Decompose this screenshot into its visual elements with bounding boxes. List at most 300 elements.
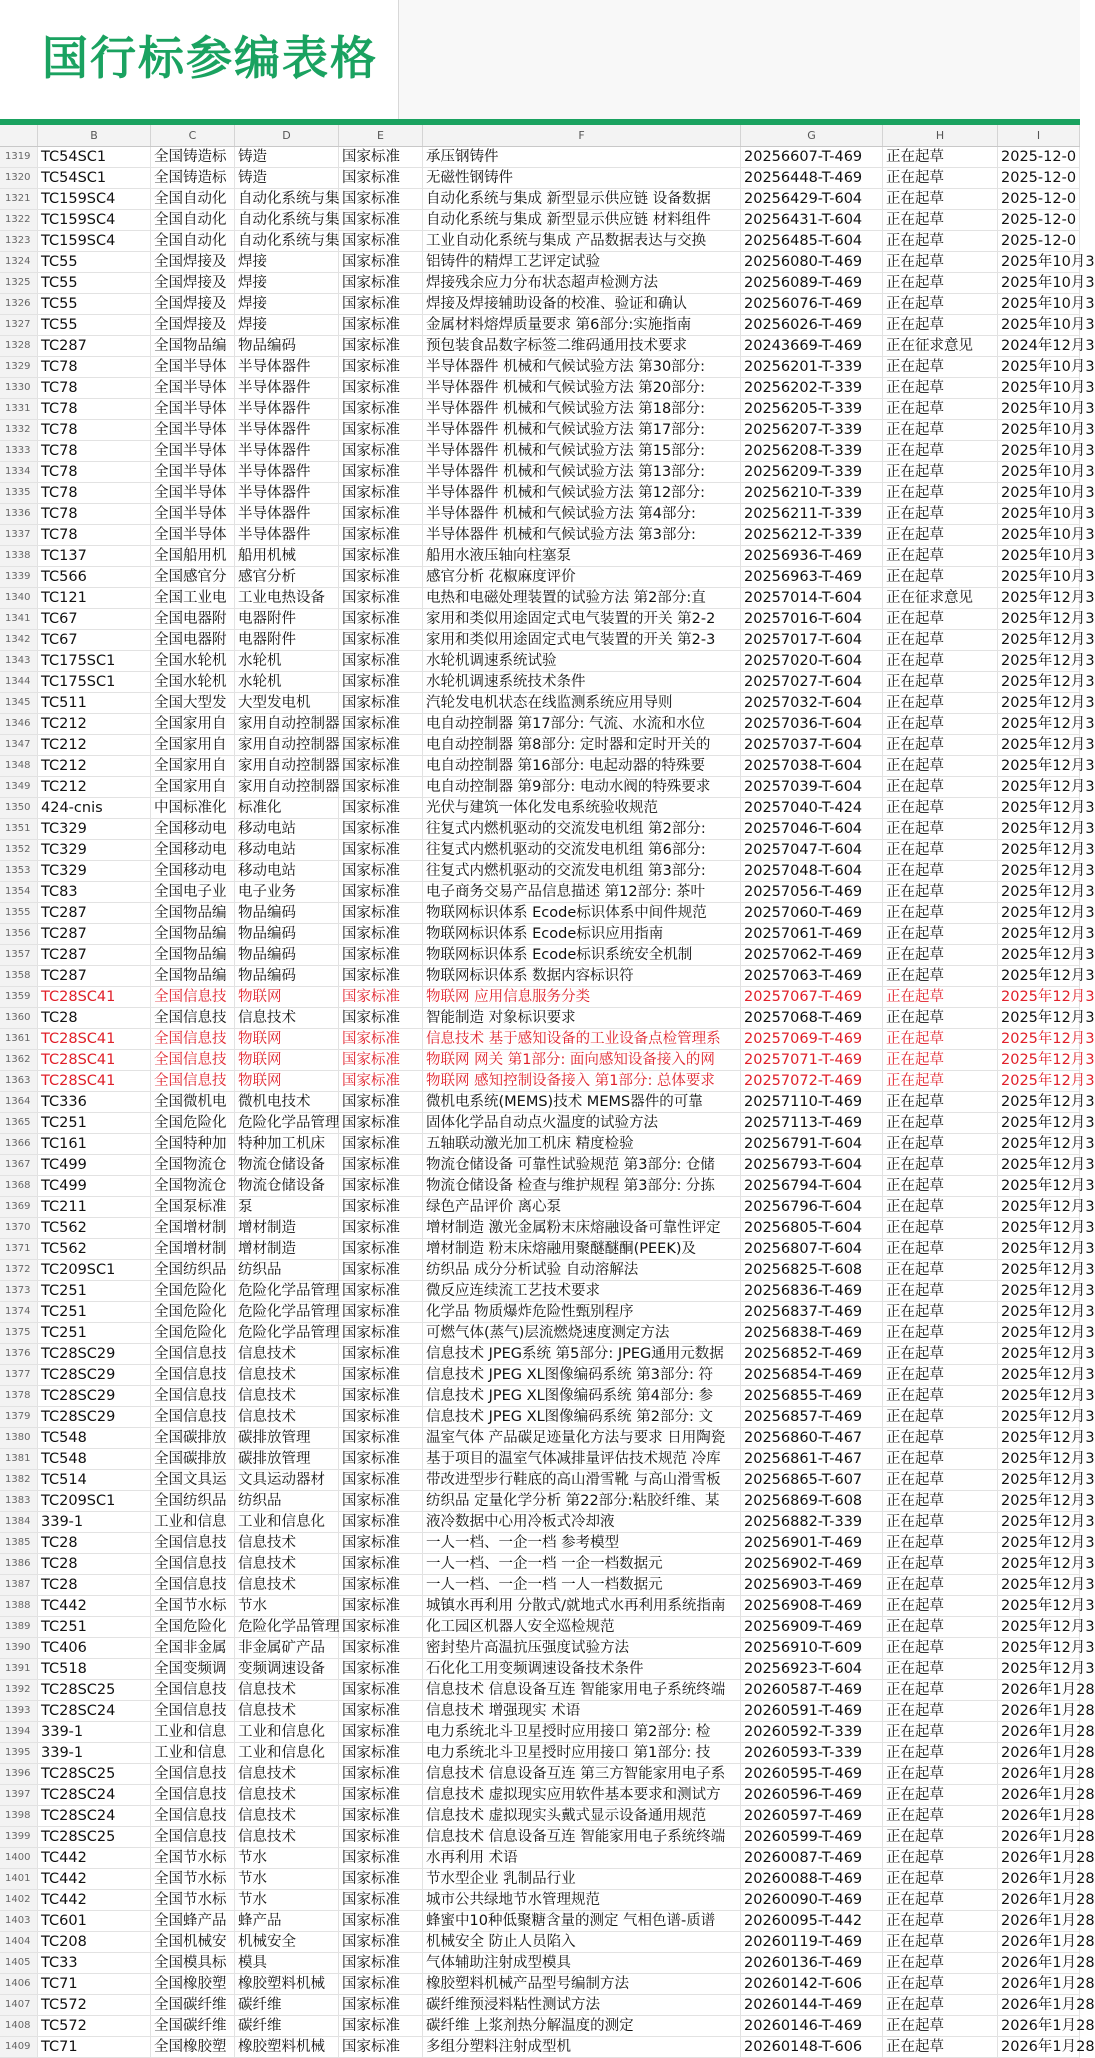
table-row[interactable]	[0, 1995, 1095, 2016]
table-row[interactable]	[0, 1428, 1095, 1449]
table-cell[interactable]: 正在起草	[883, 1743, 998, 1763]
table-cell[interactable]: 20256485-T-604	[741, 231, 883, 251]
table-cell[interactable]: 移动电站	[235, 861, 339, 881]
row-number[interactable]: 1356	[0, 924, 38, 944]
table-cell[interactable]: TC33	[38, 1953, 151, 1973]
row-number[interactable]: 1329	[0, 357, 38, 377]
table-cell[interactable]: 工业电热设备	[235, 588, 339, 608]
table-cell[interactable]: 全国橡胶塑	[151, 2037, 235, 2057]
table-row[interactable]	[0, 1386, 1095, 1407]
table-cell[interactable]: 2025年12月3	[998, 1491, 1080, 1511]
table-cell[interactable]: TC287	[38, 966, 151, 986]
table-cell[interactable]: 2025-12-0	[998, 210, 1080, 230]
table-cell[interactable]: 国家标准	[339, 1869, 423, 1889]
table-cell[interactable]: TC28SC41	[38, 1050, 151, 1070]
table-row[interactable]	[0, 462, 1095, 483]
row-number[interactable]: 1350	[0, 798, 38, 818]
table-cell[interactable]: 正在起草	[883, 1029, 998, 1049]
table-cell[interactable]: 半导体器件	[235, 525, 339, 545]
table-cell[interactable]: TC78	[38, 357, 151, 377]
table-row[interactable]	[0, 756, 1095, 777]
table-cell[interactable]: 信息技术	[235, 1008, 339, 1028]
table-cell[interactable]: 全国碳排放	[151, 1449, 235, 1469]
table-cell[interactable]: 自动化系统与集成 新型显示供应链 设备数据	[423, 189, 741, 209]
table-cell[interactable]: 正在起草	[883, 168, 998, 188]
table-row[interactable]	[0, 1554, 1095, 1575]
table-cell[interactable]: 正在起草	[883, 609, 998, 629]
table-row[interactable]	[0, 2016, 1095, 2037]
table-cell[interactable]: 2025-12-0	[998, 147, 1080, 167]
table-cell[interactable]: 20260146-T-469	[741, 2016, 883, 2036]
table-cell[interactable]: 2025年12月3	[998, 1092, 1080, 1112]
table-cell[interactable]: TC55	[38, 294, 151, 314]
table-cell[interactable]: 国家标准	[339, 1722, 423, 1742]
table-row[interactable]	[0, 2037, 1095, 2058]
table-cell[interactable]: 424-cnis	[38, 798, 151, 818]
table-row[interactable]	[0, 945, 1095, 966]
table-cell[interactable]: 20256607-T-469	[741, 147, 883, 167]
table-cell[interactable]: 特种加工机床	[235, 1134, 339, 1154]
table-cell[interactable]: 蜂产品	[235, 1911, 339, 1931]
table-cell[interactable]: 增材制造 激光金属粉末床熔融设备可靠性评定	[423, 1218, 741, 1238]
table-row[interactable]	[0, 1029, 1095, 1050]
table-cell[interactable]: 节水型企业 乳制品行业	[423, 1869, 741, 1889]
table-cell[interactable]: 全国文具运	[151, 1470, 235, 1490]
table-cell[interactable]: 2025年12月3	[998, 1134, 1080, 1154]
table-cell[interactable]: 全国半导体	[151, 420, 235, 440]
table-cell[interactable]: 国家标准	[339, 1218, 423, 1238]
table-cell[interactable]: 正在起草	[883, 147, 998, 167]
table-row[interactable]	[0, 1596, 1095, 1617]
table-cell[interactable]: 2025年12月3	[998, 714, 1080, 734]
row-number[interactable]: 1332	[0, 420, 38, 440]
table-cell[interactable]: 全国危险化	[151, 1323, 235, 1343]
table-row[interactable]	[0, 1155, 1095, 1176]
table-cell[interactable]: 20256026-T-469	[741, 315, 883, 335]
table-cell[interactable]: 国家标准	[339, 819, 423, 839]
table-cell[interactable]: 全国感官分	[151, 567, 235, 587]
table-cell[interactable]: 国家标准	[339, 903, 423, 923]
table-cell[interactable]: 水轮机	[235, 672, 339, 692]
table-cell[interactable]: TC54SC1	[38, 168, 151, 188]
row-number[interactable]: 1387	[0, 1575, 38, 1595]
table-cell[interactable]: 20257071-T-469	[741, 1050, 883, 1070]
table-cell[interactable]: 正在起草	[883, 1974, 998, 1994]
table-row[interactable]	[0, 651, 1095, 672]
table-cell[interactable]: 国家标准	[339, 735, 423, 755]
table-cell[interactable]: 国家标准	[339, 1407, 423, 1427]
table-row[interactable]	[0, 1281, 1095, 1302]
table-cell[interactable]: 信息技术	[235, 1680, 339, 1700]
table-cell[interactable]: 2026年1月28	[998, 1890, 1080, 1910]
table-cell[interactable]: 2025年12月3	[998, 945, 1080, 965]
table-cell[interactable]: 电子商务交易产品信息描述 第12部分: 茶叶	[423, 882, 741, 902]
table-row[interactable]	[0, 1974, 1095, 1995]
table-cell[interactable]: 全国信息技	[151, 1365, 235, 1385]
table-cell[interactable]: 正在起草	[883, 1680, 998, 1700]
table-cell[interactable]: 大型发电机	[235, 693, 339, 713]
table-cell[interactable]: TC175SC1	[38, 651, 151, 671]
table-cell[interactable]: TC28	[38, 1533, 151, 1553]
table-cell[interactable]: TC251	[38, 1113, 151, 1133]
table-cell[interactable]: 危险化学品管理	[235, 1281, 339, 1301]
table-cell[interactable]: 正在起草	[883, 210, 998, 230]
table-cell[interactable]: 城市公共绿地节水管理规范	[423, 1890, 741, 1910]
table-cell[interactable]: 危险化学品管理	[235, 1617, 339, 1637]
table-row[interactable]	[0, 714, 1095, 735]
table-row[interactable]	[0, 1785, 1095, 1806]
table-row[interactable]	[0, 336, 1095, 357]
table-cell[interactable]: 2026年1月28	[998, 1848, 1080, 1868]
table-cell[interactable]: 全国节水标	[151, 1848, 235, 1868]
table-cell[interactable]: 自动化系统与集	[235, 210, 339, 230]
table-row[interactable]	[0, 1176, 1095, 1197]
table-cell[interactable]: 全国工业电	[151, 588, 235, 608]
table-cell[interactable]: 国家标准	[339, 714, 423, 734]
table-cell[interactable]: 家用自动控制器	[235, 714, 339, 734]
table-cell[interactable]: 2026年1月28	[998, 1743, 1080, 1763]
table-cell[interactable]: 国家标准	[339, 861, 423, 881]
table-cell[interactable]: 20256805-T-604	[741, 1218, 883, 1238]
table-cell[interactable]: 全国碳纤维	[151, 1995, 235, 2015]
table-cell[interactable]: 电自动控制器 第16部分: 电起动器的特殊要	[423, 756, 741, 776]
table-cell[interactable]: 国家标准	[339, 252, 423, 272]
table-cell[interactable]: 全国半导体	[151, 525, 235, 545]
table-row[interactable]	[0, 1890, 1095, 1911]
table-cell[interactable]: TC78	[38, 399, 151, 419]
table-cell[interactable]: 20256869-T-608	[741, 1491, 883, 1511]
row-number[interactable]: 1320	[0, 168, 38, 188]
table-cell[interactable]: 全国自动化	[151, 231, 235, 251]
table-cell[interactable]: 电力系统北斗卫星授时应用接口 第1部分: 技	[423, 1743, 741, 1763]
table-cell[interactable]: 国家标准	[339, 357, 423, 377]
table-cell[interactable]: 国家标准	[339, 1659, 423, 1679]
table-cell[interactable]: 国家标准	[339, 1764, 423, 1784]
table-cell[interactable]: 工业和信息	[151, 1743, 235, 1763]
table-cell[interactable]: 全国信息技	[151, 1764, 235, 1784]
table-cell[interactable]: 正在起草	[883, 525, 998, 545]
table-row[interactable]	[0, 1491, 1095, 1512]
table-cell[interactable]: 物联网标识体系 Ecode标识体系中间件规范	[423, 903, 741, 923]
table-cell[interactable]: TC28	[38, 1575, 151, 1595]
table-row[interactable]	[0, 1344, 1095, 1365]
table-cell[interactable]: 物联网 网关 第1部分: 面向感知设备接入的网	[423, 1050, 741, 1070]
table-cell[interactable]: 国家标准	[339, 1911, 423, 1931]
table-row[interactable]	[0, 1092, 1095, 1113]
table-cell[interactable]: 物联网 感知控制设备接入 第1部分: 总体要求	[423, 1071, 741, 1091]
table-cell[interactable]: 橡胶塑料机械	[235, 1974, 339, 1994]
table-row[interactable]	[0, 420, 1095, 441]
table-cell[interactable]: 20257027-T-604	[741, 672, 883, 692]
table-cell[interactable]: 2025年12月3	[998, 1239, 1080, 1259]
table-cell[interactable]: 全国信息技	[151, 1680, 235, 1700]
table-row[interactable]	[0, 1113, 1095, 1134]
row-number[interactable]: 1391	[0, 1659, 38, 1679]
table-cell[interactable]: 正在征求意见	[883, 588, 998, 608]
table-cell[interactable]: 2025年12月3	[998, 1365, 1080, 1385]
table-cell[interactable]: 正在起草	[883, 504, 998, 524]
table-cell[interactable]: 全国家用自	[151, 714, 235, 734]
table-cell[interactable]: 家用自动控制器	[235, 777, 339, 797]
table-cell[interactable]: 正在起草	[883, 966, 998, 986]
table-cell[interactable]: 正在起草	[883, 777, 998, 797]
table-cell[interactable]: 2026年1月28	[998, 1701, 1080, 1721]
table-cell[interactable]: TC78	[38, 462, 151, 482]
table-cell[interactable]: 正在起草	[883, 420, 998, 440]
table-row[interactable]	[0, 1302, 1095, 1323]
table-row[interactable]	[0, 1512, 1095, 1533]
table-cell[interactable]: 正在起草	[883, 1155, 998, 1175]
table-row[interactable]	[0, 1953, 1095, 1974]
table-cell[interactable]: 半导体器件	[235, 378, 339, 398]
table-cell[interactable]: TC329	[38, 819, 151, 839]
table-cell[interactable]: TC159SC4	[38, 231, 151, 251]
table-cell[interactable]: 国家标准	[339, 315, 423, 335]
table-cell[interactable]: 承压钢铸件	[423, 147, 741, 167]
table-cell[interactable]: 碳纤维	[235, 1995, 339, 2015]
table-cell[interactable]: 20256793-T-604	[741, 1155, 883, 1175]
table-cell[interactable]: 橡胶塑料机械产品型号编制方法	[423, 1974, 741, 1994]
table-cell[interactable]: 2026年1月28	[998, 2016, 1080, 2036]
table-cell[interactable]: 水轮机调速系统技术条件	[423, 672, 741, 692]
table-cell[interactable]: 国家标准	[339, 1827, 423, 1847]
table-cell[interactable]: 全国半导体	[151, 483, 235, 503]
table-cell[interactable]: TC209SC1	[38, 1260, 151, 1280]
table-cell[interactable]: 国家标准	[339, 189, 423, 209]
table-cell[interactable]: 全国信息技	[151, 1008, 235, 1028]
row-number[interactable]: 1343	[0, 651, 38, 671]
table-cell[interactable]: 微反应连续流工艺技术要求	[423, 1281, 741, 1301]
table-cell[interactable]: 国家标准	[339, 1260, 423, 1280]
table-cell[interactable]: 正在起草	[883, 1827, 998, 1847]
row-number[interactable]: 1392	[0, 1680, 38, 1700]
table-cell[interactable]: 20243669-T-469	[741, 336, 883, 356]
row-number[interactable]: 1360	[0, 1008, 38, 1028]
table-cell[interactable]: 正在起草	[883, 1050, 998, 1070]
table-cell[interactable]: 2025年12月3	[998, 1344, 1080, 1364]
table-row[interactable]	[0, 840, 1095, 861]
table-cell[interactable]: 全国船用机	[151, 546, 235, 566]
row-number[interactable]: 1408	[0, 2016, 38, 2036]
row-number[interactable]: 1330	[0, 378, 38, 398]
table-cell[interactable]: 国家标准	[339, 336, 423, 356]
table-cell[interactable]: 20256836-T-469	[741, 1281, 883, 1301]
table-cell[interactable]: 全国危险化	[151, 1617, 235, 1637]
table-cell[interactable]: 2025年12月3	[998, 735, 1080, 755]
table-cell[interactable]: 信息技术 增强现实 术语	[423, 1701, 741, 1721]
table-cell[interactable]: 正在起草	[883, 1113, 998, 1133]
table-row[interactable]	[0, 1806, 1095, 1827]
table-cell[interactable]: TC28SC24	[38, 1806, 151, 1826]
table-cell[interactable]: 信息技术 基于感知设备的工业设备点检管理系	[423, 1029, 741, 1049]
table-cell[interactable]: 2025年12月3	[998, 1281, 1080, 1301]
table-cell[interactable]: 五轴联动激光加工机床 精度检验	[423, 1134, 741, 1154]
table-cell[interactable]: 国家标准	[339, 1995, 423, 2015]
table-cell[interactable]: 国家标准	[339, 840, 423, 860]
table-cell[interactable]: 危险化学品管理	[235, 1113, 339, 1133]
table-cell[interactable]: 信息技术	[235, 1806, 339, 1826]
table-cell[interactable]: 半导体器件 机械和气候试验方法 第3部分:	[423, 525, 741, 545]
table-row[interactable]	[0, 1722, 1095, 1743]
table-cell[interactable]: 工业和信息化	[235, 1512, 339, 1532]
table-cell[interactable]: 20260088-T-469	[741, 1869, 883, 1889]
table-cell[interactable]: 2025-12-0	[998, 231, 1080, 251]
table-cell[interactable]: 国家标准	[339, 1323, 423, 1343]
table-cell[interactable]: 正在起草	[883, 1995, 998, 2015]
table-cell[interactable]: 全国信息技	[151, 1701, 235, 1721]
row-number[interactable]: 1376	[0, 1344, 38, 1364]
table-cell[interactable]: 纺织品	[235, 1491, 339, 1511]
table-cell[interactable]: 正在起草	[883, 1848, 998, 1868]
table-cell[interactable]: 20256201-T-339	[741, 357, 883, 377]
column-header-b[interactable]: B	[38, 125, 151, 146]
table-cell[interactable]: 电自动控制器 第9部分: 电动水阀的特殊要求	[423, 777, 741, 797]
table-cell[interactable]: 20260087-T-469	[741, 1848, 883, 1868]
table-cell[interactable]: 20256903-T-469	[741, 1575, 883, 1595]
table-cell[interactable]: 物品编码	[235, 903, 339, 923]
table-cell[interactable]: 正在起草	[883, 1092, 998, 1112]
table-row[interactable]	[0, 252, 1095, 273]
table-cell[interactable]: TC548	[38, 1449, 151, 1469]
table-cell[interactable]: 智能制造 对象标识要求	[423, 1008, 741, 1028]
table-cell[interactable]: 自动化系统与集	[235, 189, 339, 209]
table-cell[interactable]: 20257061-T-469	[741, 924, 883, 944]
table-cell[interactable]: 2025年12月3	[998, 1449, 1080, 1469]
table-cell[interactable]: 20257113-T-469	[741, 1113, 883, 1133]
table-row[interactable]	[0, 798, 1095, 819]
row-number[interactable]: 1405	[0, 1953, 38, 1973]
table-cell[interactable]: TC287	[38, 945, 151, 965]
table-cell[interactable]: 焊接残余应力分布状态超声检测方法	[423, 273, 741, 293]
table-cell[interactable]: 2026年1月28	[998, 1995, 1080, 2015]
table-cell[interactable]: 物流仓储设备	[235, 1176, 339, 1196]
table-cell[interactable]: 正在起草	[883, 1344, 998, 1364]
table-cell[interactable]: 全国纺织品	[151, 1491, 235, 1511]
table-row[interactable]	[0, 210, 1080, 231]
table-row[interactable]	[0, 987, 1095, 1008]
table-cell[interactable]: 2025年12月3	[998, 1512, 1080, 1532]
table-cell[interactable]: 正在起草	[883, 1008, 998, 1028]
table-cell[interactable]: 2025年12月3	[998, 1638, 1080, 1658]
table-cell[interactable]: 2026年1月28	[998, 1932, 1080, 1952]
table-cell[interactable]: 增材制造	[235, 1239, 339, 1259]
table-cell[interactable]: TC442	[38, 1596, 151, 1616]
table-cell[interactable]: 339-1	[38, 1512, 151, 1532]
table-cell[interactable]: 全国增材制	[151, 1218, 235, 1238]
table-cell[interactable]: 20256854-T-469	[741, 1365, 883, 1385]
table-cell[interactable]: 家用和类似用途固定式电气装置的开关 第2-3	[423, 630, 741, 650]
table-cell[interactable]: 正在起草	[883, 840, 998, 860]
table-cell[interactable]: 国家标准	[339, 1974, 423, 1994]
table-cell[interactable]: TC28	[38, 1008, 151, 1028]
table-cell[interactable]: TC78	[38, 483, 151, 503]
table-cell[interactable]: 20256901-T-469	[741, 1533, 883, 1553]
table-cell[interactable]: 带改进型步行鞋底的高山滑雪靴 与高山滑雪板	[423, 1470, 741, 1490]
table-cell[interactable]: 2025年12月3	[998, 1617, 1080, 1637]
table-cell[interactable]: 正在起草	[883, 1953, 998, 1973]
table-cell[interactable]: TC442	[38, 1869, 151, 1889]
table-cell[interactable]: 2025年10月3	[998, 483, 1080, 503]
table-cell[interactable]: TC514	[38, 1470, 151, 1490]
table-cell[interactable]: 国家标准	[339, 966, 423, 986]
row-number[interactable]: 1396	[0, 1764, 38, 1784]
table-cell[interactable]: 正在起草	[883, 714, 998, 734]
row-number[interactable]: 1385	[0, 1533, 38, 1553]
table-cell[interactable]: 20256796-T-604	[741, 1197, 883, 1217]
table-cell[interactable]: 正在起草	[883, 231, 998, 251]
table-cell[interactable]: 正在起草	[883, 1575, 998, 1595]
table-cell[interactable]: 2025年12月3	[998, 1554, 1080, 1574]
table-cell[interactable]: 半导体器件 机械和气候试验方法 第17部分:	[423, 420, 741, 440]
table-cell[interactable]: 国家标准	[339, 420, 423, 440]
table-cell[interactable]: 全国信息技	[151, 1071, 235, 1091]
table-cell[interactable]: 焊接及焊接辅助设备的校准、验证和确认	[423, 294, 741, 314]
table-row[interactable]	[0, 189, 1080, 210]
row-number[interactable]: 1348	[0, 756, 38, 776]
table-cell[interactable]: TC78	[38, 420, 151, 440]
table-cell[interactable]: 全国信息技	[151, 1344, 235, 1364]
table-cell[interactable]: 全国信息技	[151, 987, 235, 1007]
table-cell[interactable]: 国家标准	[339, 651, 423, 671]
table-cell[interactable]: 20257048-T-604	[741, 861, 883, 881]
row-number[interactable]: 1361	[0, 1029, 38, 1049]
table-row[interactable]	[0, 1470, 1095, 1491]
table-cell[interactable]: 信息技术 虚拟现实头戴式显示设备通用规范	[423, 1806, 741, 1826]
table-cell[interactable]: TC406	[38, 1638, 151, 1658]
table-cell[interactable]: 国家标准	[339, 462, 423, 482]
table-cell[interactable]: 20257032-T-604	[741, 693, 883, 713]
table-cell[interactable]: 自动化系统与集	[235, 231, 339, 251]
table-cell[interactable]: 正在起草	[883, 1218, 998, 1238]
table-cell[interactable]: 国家标准	[339, 777, 423, 797]
table-row[interactable]	[0, 1365, 1095, 1386]
table-cell[interactable]: 变频调速设备	[235, 1659, 339, 1679]
table-cell[interactable]: 国家标准	[339, 1680, 423, 1700]
table-cell[interactable]: 20256210-T-339	[741, 483, 883, 503]
table-row[interactable]	[0, 399, 1095, 420]
table-cell[interactable]: TC159SC4	[38, 189, 151, 209]
table-cell[interactable]: 物流仓储设备 可靠性试验规范 第3部分: 仓储	[423, 1155, 741, 1175]
table-cell[interactable]: 多组分塑料注射成型机	[423, 2037, 741, 2057]
table-cell[interactable]: 2026年1月28	[998, 1827, 1080, 1847]
row-number[interactable]: 1403	[0, 1911, 38, 1931]
table-cell[interactable]: 正在起草	[883, 1302, 998, 1322]
table-cell[interactable]: 半导体器件	[235, 462, 339, 482]
table-cell[interactable]: 水再利用 术语	[423, 1848, 741, 1868]
table-cell[interactable]: 全国半导体	[151, 399, 235, 419]
table-cell[interactable]: 正在起草	[883, 903, 998, 923]
table-cell[interactable]: 城镇水再利用 分散式/就地式水再利用系统指南	[423, 1596, 741, 1616]
spreadsheet-grid[interactable]	[0, 125, 1095, 2055]
table-cell[interactable]: TC572	[38, 2016, 151, 2036]
table-cell[interactable]: 正在起草	[883, 1722, 998, 1742]
table-cell[interactable]: TC442	[38, 1848, 151, 1868]
table-cell[interactable]: 20260592-T-339	[741, 1722, 883, 1742]
table-cell[interactable]: TC287	[38, 336, 151, 356]
table-row[interactable]	[0, 504, 1095, 525]
table-cell[interactable]: 全国移动电	[151, 861, 235, 881]
table-cell[interactable]: 全国信息技	[151, 1827, 235, 1847]
table-cell[interactable]: 正在起草	[883, 798, 998, 818]
table-cell[interactable]: 20256807-T-604	[741, 1239, 883, 1259]
table-cell[interactable]: 正在起草	[883, 357, 998, 377]
table-cell[interactable]: 全国移动电	[151, 840, 235, 860]
table-cell[interactable]: 国家标准	[339, 1533, 423, 1553]
table-cell[interactable]: 国家标准	[339, 273, 423, 293]
table-cell[interactable]: 纺织品 定量化学分析 第22部分:粘胶纤维、某	[423, 1491, 741, 1511]
table-cell[interactable]: 2025年10月3	[998, 273, 1080, 293]
table-cell[interactable]: 危险化学品管理	[235, 1323, 339, 1343]
